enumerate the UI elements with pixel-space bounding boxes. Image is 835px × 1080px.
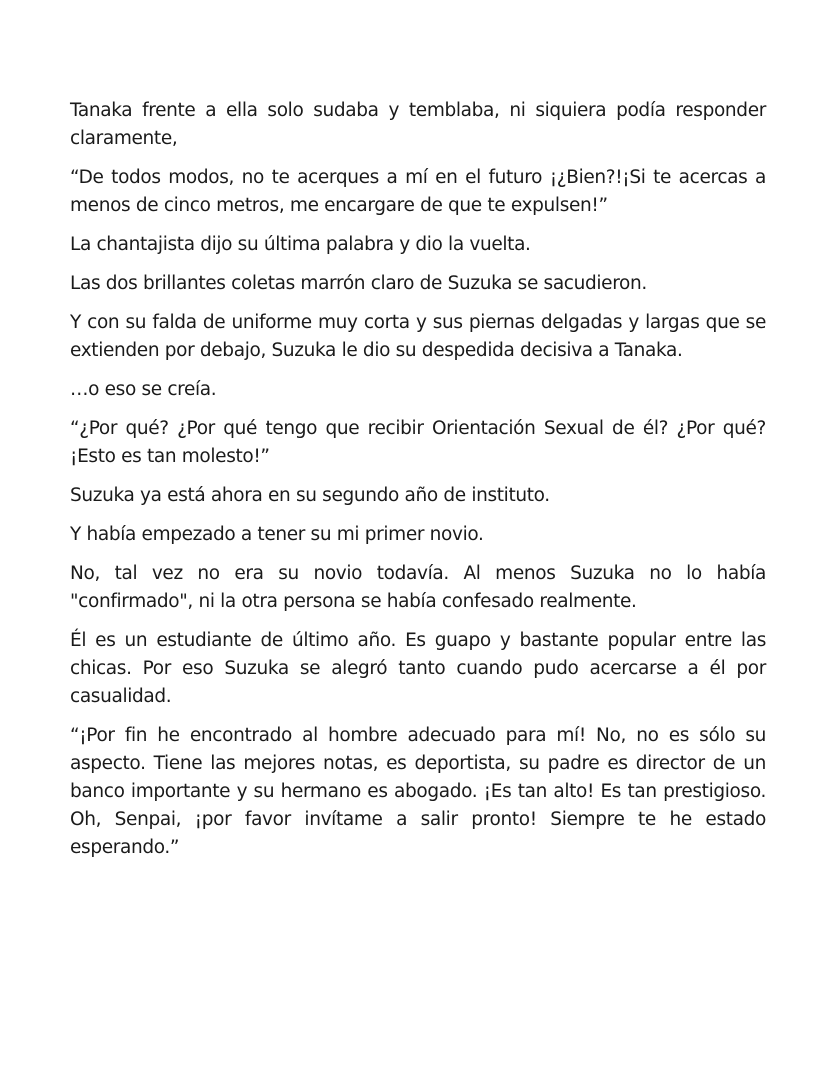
paragraph-1: Tanaka frente a ella solo sudaba y temblaba, ni siquiera podía responder claramente,	[70, 100, 766, 149]
paragraph-2: “De todos modos, no te acerques a mí en el futuro ¡¿Bien?!¡Si te acercas a menos de cinco metros, me encargare de que te expulsen!”	[70, 167, 766, 216]
paragraph-12: “¡Por fin he encontrado al hombre adecuado para mí! No, no es sólo su aspecto. Tiene las mejores notas, es deportista, su padre es director de un banco importante y su hermano es abogado. ¡Es tan alto! Es tan prestigioso. Oh, Senpai, ¡por favor invítame a salir pronto! Siempre te he estado esperando.”	[70, 725, 766, 858]
paragraph-4: Las dos brillantes coletas marrón claro de Suzuka se sacudieron.	[70, 273, 647, 294]
paragraph-3: La chantajista dijo su última palabra y dio la vuelta.	[70, 234, 531, 255]
paragraph-5: Y con su falda de uniforme muy corta y sus piernas delgadas y largas que se extienden por debajo, Suzuka le dio su despedida decisiva a Tanaka.	[70, 312, 766, 361]
paragraph-8: Suzuka ya está ahora en su segundo año de instituto.	[70, 485, 550, 506]
paragraph-6: …o eso se creía.	[70, 379, 217, 400]
paragraph-10: No, tal vez no era su novio todavía. Al menos Suzuka no lo había "confirmado", ni la otra persona se había confesado realmente.	[70, 563, 766, 612]
document-page	[70, 97, 766, 873]
paragraph-9: Y había empezado a tener su mi primer novio.	[70, 524, 484, 545]
paragraph-7: “¿Por qué? ¿Por qué tengo que recibir Orientación Sexual de él? ¿Por qué? ¡Esto es tan molesto!”	[70, 418, 766, 467]
paragraph-11: Él es un estudiante de último año. Es guapo y bastante popular entre las chicas. Por eso Suzuka se alegró tanto cuando pudo acercarse a él por casualidad.	[70, 630, 766, 707]
